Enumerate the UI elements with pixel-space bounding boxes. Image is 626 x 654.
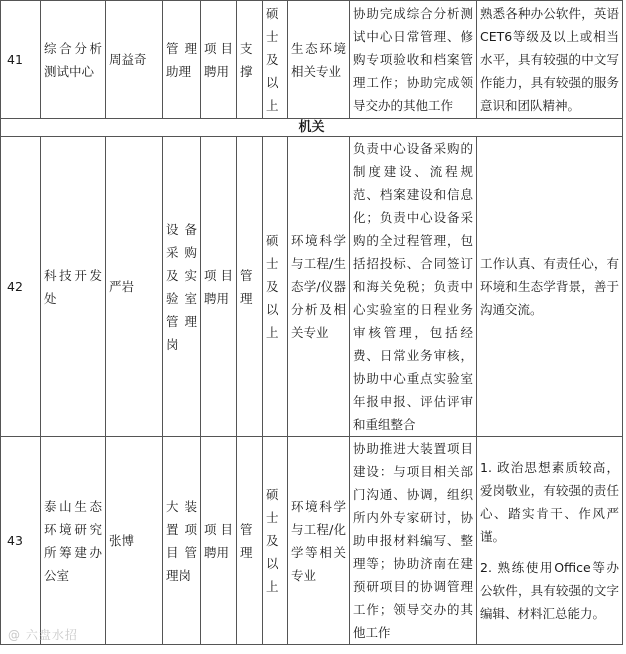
requirement-item: 1. 政治思想素质较高，爱岗敬业，有较强的责任心、踏实肯干、作风严谨。	[480, 460, 619, 544]
education-requirement: 硕士及以上	[263, 137, 288, 437]
table-row	[1, 437, 623, 645]
position-name: 设备采购及实验室管理岗	[163, 137, 201, 437]
major-requirement: 环境科学与工程/生态学/仪器分析及相关专业	[288, 137, 350, 437]
position-name: 管理助理	[163, 1, 201, 119]
job-duties: 协助完成综合分析测试中心日常管理、修购专项验收和档案管理工作；协助完成领导交办的其他工作	[350, 1, 477, 119]
watermark: @ 六盘水招	[8, 628, 78, 642]
requirement-item: 2. 熟练使用Office等办公软件，具有较强的文字编辑、材料汇总能力。	[480, 560, 619, 621]
row-number: 43	[1, 437, 41, 645]
job-category: 管理	[237, 437, 263, 645]
job-requirements: 工作认真、有责任心，有环境和生态学背景，善于沟通交流。	[477, 137, 623, 437]
table-row	[1, 1, 623, 119]
job-duties: 协助推进大装置项目建设：与项目相关部门沟通、协调，组织所内外专家研讨，协助申报材料编写、整理等；协助济南在建预研项目的协调管理工作；领导交办的其他工作	[350, 437, 477, 645]
job-category: 管理	[237, 137, 263, 437]
employment-type: 项目聘用	[201, 1, 237, 119]
education-requirement: 硕士及以上	[263, 437, 288, 645]
job-requirements: 熟悉各种办公软件，英语CET6等级及以上或相当水平，具有较强的中文写作能力，具有较强的服务意识和团队精神。	[477, 1, 623, 119]
job-duties: 负责中心设备采购的制度建设、流程规范、档案建设和信息化；负责中心设备采购的全过程管理，包括招投标、合同签订和海关免税；负责中心实验室的日程业务审核管理，包括经费、日常业务审核，协助中心重点实验室年报申报、评估评审和重组整合	[350, 137, 477, 437]
major-requirement: 生态环境相关专业	[288, 1, 350, 119]
section-row	[1, 119, 623, 137]
contact-person: 张博	[106, 437, 163, 645]
row-number: 41	[1, 1, 41, 119]
major-requirement: 环境科学与工程/化学等相关专业	[288, 437, 350, 645]
contact-person: 周益奇	[106, 1, 163, 119]
employment-type: 项目聘用	[201, 137, 237, 437]
department: 科技开发处	[41, 137, 106, 437]
education-requirement: 硕士及以上	[263, 1, 288, 119]
table-row	[1, 137, 623, 437]
employment-type: 项目聘用	[201, 437, 237, 645]
contact-person: 严岩	[106, 137, 163, 437]
job-requirements	[477, 437, 623, 645]
section-label: 机关	[1, 119, 623, 137]
job-category: 支撑	[237, 1, 263, 119]
position-name: 大装置项目管理岗	[163, 437, 201, 645]
row-number: 42	[1, 137, 41, 437]
department: 泰山生态环境研究所筹建办公室	[41, 437, 106, 645]
department: 综合分析测试中心	[41, 1, 106, 119]
